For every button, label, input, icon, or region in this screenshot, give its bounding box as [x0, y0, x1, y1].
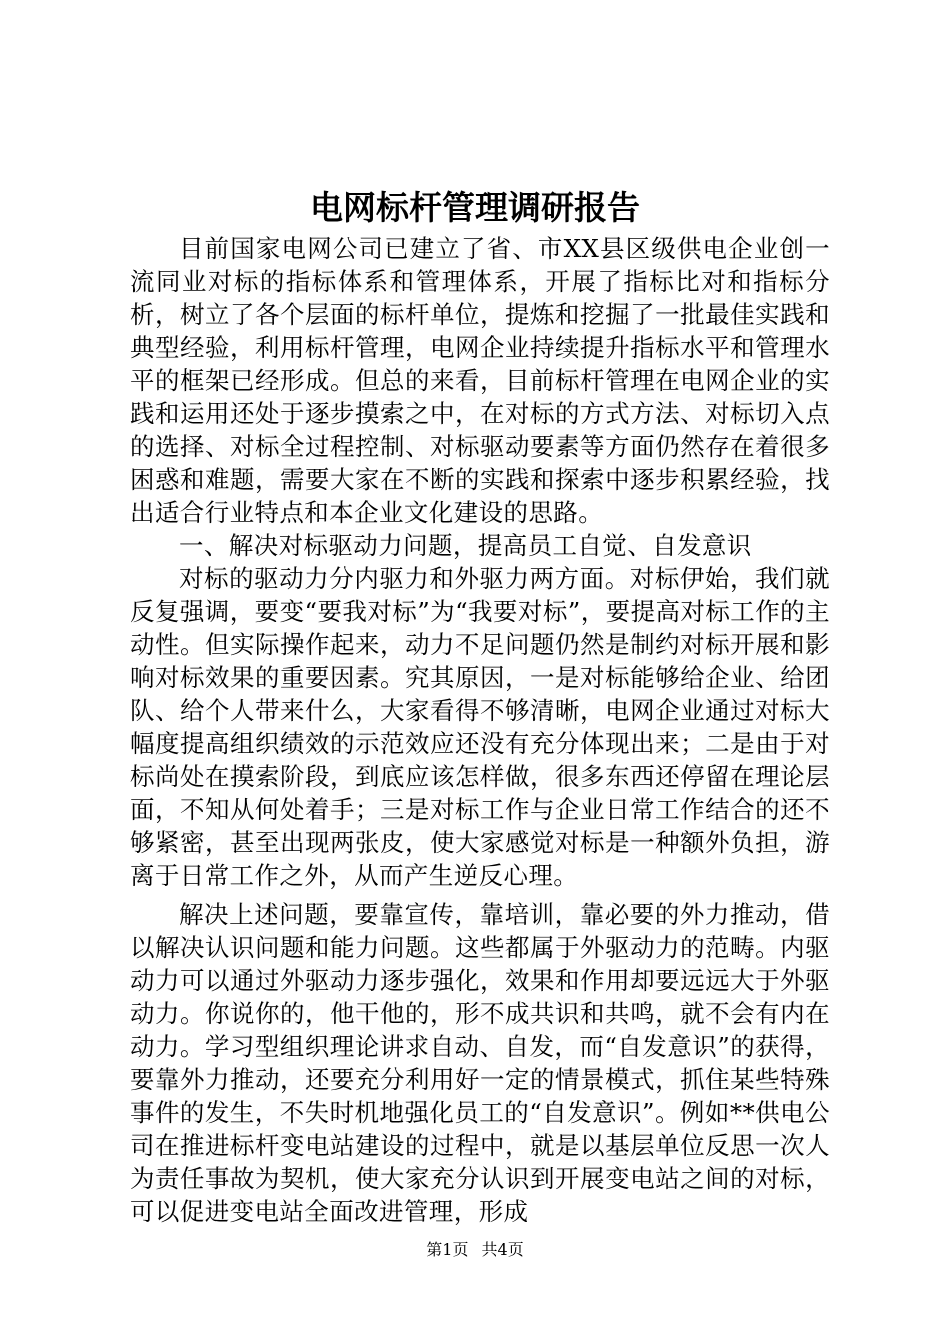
page-footer	[0, 1239, 950, 1261]
page-number-current: 第1页	[426, 1240, 469, 1259]
document-title: 电网标杆管理调研报告	[310, 188, 640, 227]
paragraph-solution: 解决上述问题，要靠宣传，靠培训，靠必要的外力推动，借以解决认识问题和能力问题。这些都属于外驱动力的范畴。内驱动力可以通过外驱动力逐步强化，效果和作用却要远远大于外驱动力。你说你的，他干他的，形不成共识和共鸣，就不会有内在动力。学习型组织理论讲求自动、自发，而“自发意识”的获得，要靠外力推动，还要充分利用好一定的情景模式，抓住某些特殊事件的发生，不失时机地强化员工的“自发意识”。例如**供电公司在推进标杆变电站建设的过程中，就是以基层单位反思一次人为责任事故为契机，使大家充分认识到开展变电站之间的对标，可以促进变电站全面改进管理，形成	[130, 900, 830, 1226]
page-number-total: 共4页	[481, 1240, 524, 1259]
section-heading-1: 一、解决对标驱动力问题，提高员工自觉、自发意识	[179, 531, 752, 560]
paragraph-intro: 目前国家电网公司已建立了省、市XX县区级供电企业创一流同业对标的指标体系和管理体系，开展了指标比对和指标分析，树立了各个层面的标杆单位，提炼和挖掘了一批最佳实践和典型经验，利用标杆管理，电网企业持续提升指标水平和管理水平的框架已经形成。但总的来看，目前标杆管理在电网企业的实践和运用还处于逐步摸索之中，在对标的方式方法、对标切入点的选择、对标全过程控制、对标驱动要素等方面仍然存在着很多困惑和难题，需要大家在不断的实践和探索中逐步积累经验，找出适合行业特点和本企业文化建设的思路。	[130, 234, 830, 527]
document-body	[130, 232, 830, 1228]
paragraph-driving-force: 对标的驱动力分内驱力和外驱力两方面。对标伊始，我们就反复强调，要变“要我对标”为“我要对标”，要提高对标工作的主动性。但实际操作起来，动力不足问题仍然是制约对标开展和影响对标效果的重要因素。究其原因，一是对标能够给企业、给团队、给个人带来什么，大家看得不够清晰，电网企业通过对标大幅度提高组织绩效的示范效应还没有充分体现出来；二是由于对标尚处在摸索阶段，到底应该怎样做，很多东西还停留在理论层面，不知从何处着手；三是对标工作与企业日常工作结合的还不够紧密，甚至出现两张皮，使大家感觉对标是一种额外负担，游离于日常工作之外，从而产生逆反心理。	[130, 564, 830, 890]
